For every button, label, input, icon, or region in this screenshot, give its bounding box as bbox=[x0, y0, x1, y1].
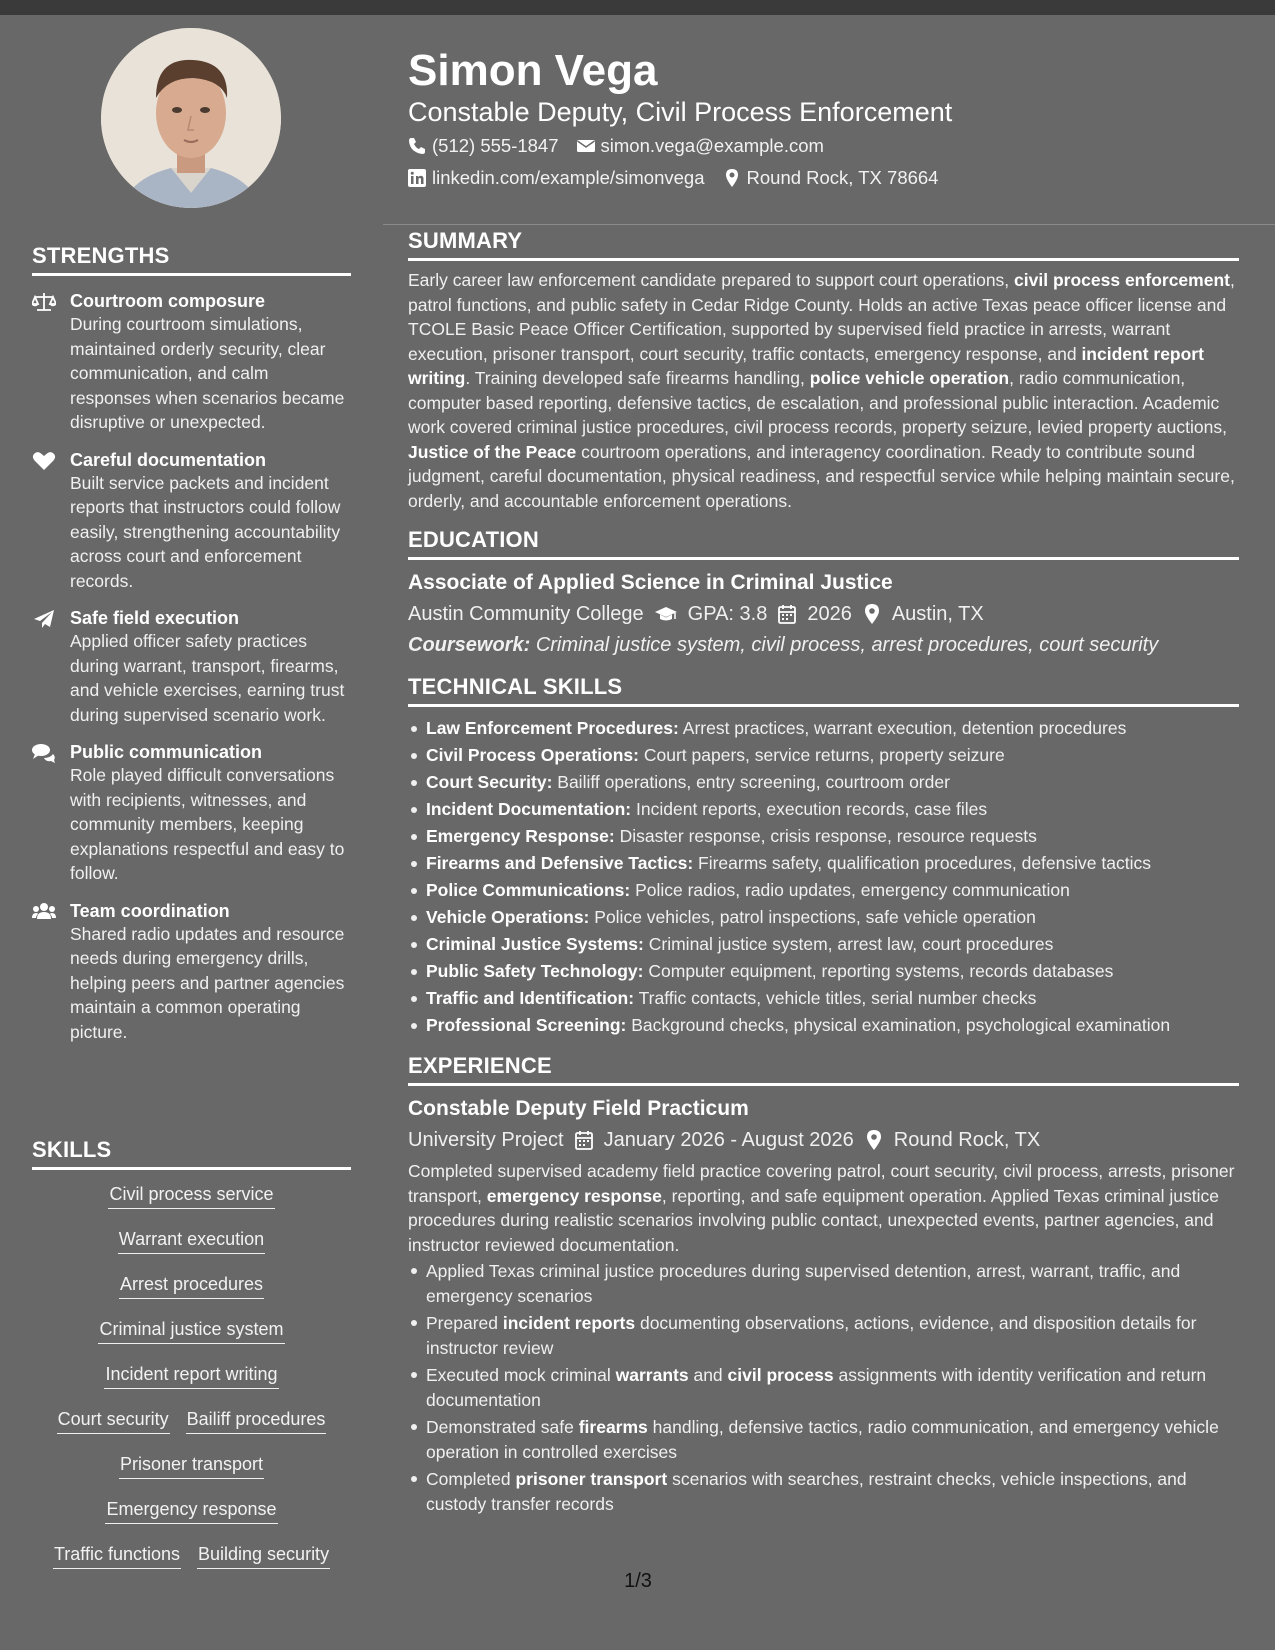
technical-skills-list bbox=[408, 715, 1239, 1039]
strength-title: Careful documentation bbox=[70, 449, 267, 470]
strength-description: Built service packets and incident reports that instructors could follow easily, strengthening accountability across court and enforcement records. bbox=[70, 472, 341, 591]
top-bar bbox=[0, 0, 1275, 15]
experience-dates: January 2026 - August 2026 bbox=[603, 1129, 854, 1151]
map-marker-icon bbox=[864, 1130, 884, 1150]
degree-title: Associate of Applied Science in Criminal Justice bbox=[408, 571, 893, 594]
list-item: Police Communications: Police radios, radio updates, emergency communication bbox=[408, 877, 1239, 904]
skill-tag: Traffic functions bbox=[53, 1542, 181, 1569]
skill-tag: Civil process service bbox=[108, 1182, 274, 1209]
scale-icon bbox=[32, 290, 70, 435]
skill-tag: Warrant execution bbox=[118, 1227, 265, 1254]
skill-tag: Criminal justice system bbox=[98, 1317, 284, 1344]
gpa: GPA: 3.8 bbox=[687, 603, 768, 625]
strength-title: Team coordination bbox=[70, 900, 230, 921]
experience-section bbox=[408, 1053, 1239, 1516]
skill-tag: Arrest procedures bbox=[119, 1272, 264, 1299]
skills-section bbox=[32, 1137, 351, 1587]
main-content bbox=[408, 228, 1239, 1530]
list-item: Public Safety Technology: Computer equipment, reporting systems, records databases bbox=[408, 958, 1239, 985]
calendar-icon bbox=[574, 1130, 594, 1150]
school-location: Austin, TX bbox=[891, 603, 984, 625]
strength-description: Role played difficult conversations with recipients, witnesses, and community members, keeping explanations respectful and easy to follow. bbox=[70, 765, 345, 883]
summary-heading: SUMMARY bbox=[408, 228, 1239, 261]
envelope-icon bbox=[577, 137, 595, 155]
list-item: Executed mock criminal warrants and civil process assignments with identity verification and return documentation bbox=[408, 1363, 1239, 1412]
education-section bbox=[408, 527, 1239, 660]
organization: University Project bbox=[408, 1129, 564, 1151]
list-item: Law Enforcement Procedures: Arrest practices, warrant execution, detention procedures bbox=[408, 715, 1239, 742]
skill-tag: Incident report writing bbox=[104, 1362, 278, 1389]
list-item: Vehicle Operations: Police vehicles, patrol inspections, safe vehicle operation bbox=[408, 904, 1239, 931]
map-marker-icon bbox=[723, 169, 741, 187]
coursework: Coursework: Criminal justice system, civil process, arrest procedures, court security bbox=[408, 634, 1159, 656]
school-name: Austin Community College bbox=[408, 603, 644, 625]
candidate-name: Simon Vega bbox=[408, 46, 658, 95]
calendar-icon bbox=[777, 604, 797, 624]
strength-item bbox=[32, 607, 351, 727]
education-meta bbox=[408, 599, 1239, 629]
experience-title: Constable Deputy Field Practicum bbox=[408, 1097, 749, 1120]
skills-list bbox=[32, 1182, 351, 1587]
strength-item bbox=[32, 449, 351, 594]
list-item: Completed prisoner transport scenarios with searches, restraint checks, vehicle inspections, and custody transfer records bbox=[408, 1467, 1239, 1516]
experience-location: Round Rock, TX bbox=[893, 1129, 1041, 1151]
comments-icon bbox=[32, 741, 70, 886]
profile-photo bbox=[101, 28, 281, 208]
strength-item bbox=[32, 900, 351, 1045]
education-heading: EDUCATION bbox=[408, 527, 1239, 560]
strength-description: Shared radio updates and resource needs during emergency drills, helping peers and partner agencies maintain a common operating picture. bbox=[70, 923, 345, 1042]
list-item: Emergency Response: Disaster response, crisis response, resource requests bbox=[408, 823, 1239, 850]
summary-section bbox=[408, 228, 1239, 513]
skill-tag: Building security bbox=[197, 1542, 330, 1569]
job-title: Constable Deputy, Civil Process Enforcement bbox=[408, 97, 953, 127]
skill-tag: Court security bbox=[57, 1407, 170, 1434]
page-number: 1/3 bbox=[624, 1570, 652, 1592]
skill-tag: Bailiff procedures bbox=[186, 1407, 327, 1434]
users-icon bbox=[32, 900, 70, 1045]
strengths-section bbox=[32, 243, 351, 1044]
strength-description: During courtroom simulations, maintained orderly security, clear communication, and calm responses when scenarios became disruptive or unexpected. bbox=[70, 314, 345, 432]
list-item: Firearms and Defensive Tactics: Firearms safety, qualification procedures, defensive tactics bbox=[408, 850, 1239, 877]
email-link[interactable]: simon.vega@example.com bbox=[600, 135, 824, 156]
list-item: Applied Texas criminal justice procedures during supervised detention, arrest, warrant, traffic, and emergency scenarios bbox=[408, 1259, 1239, 1308]
strength-title: Safe field execution bbox=[70, 608, 240, 628]
list-item: Traffic and Identification: Traffic contacts, vehicle titles, serial number checks bbox=[408, 985, 1239, 1012]
summary-paragraph: Early career law enforcement candidate prepared to support court operations, civil process enforcement, patrol functions, and public safety in Cedar Ridge County. Holds an active Texas peace officer license and TCOLE Basic Peace Officer Certification, supported by supervised field practice in arrests, warrant execution, prisoner transport, court security, traffic contacts, emergency response, and incident report writing. Training developed safe firearms handling, police vehicle operation, radio communication, computer based reporting, defensive tactics, de escalation, and professional public interaction. Academic work covered criminal justice procedures, civil process records, property seizure, levied property auctions, Justice of the Peace courtroom operations, and interagency coordination. Ready to contribute sound judgment, careful documentation, physical readiness, and respectful service while helping maintain secure, orderly, and accountable enforcement operations. bbox=[408, 270, 1235, 511]
list-item: Professional Screening: Background checks, physical examination, psychological examination bbox=[408, 1012, 1239, 1039]
linkedin-icon bbox=[408, 169, 426, 187]
heart-icon bbox=[32, 449, 70, 594]
strength-description: Applied officer safety practices during warrant, transport, firearms, and vehicle exercises, earning trust during supervised scenario work. bbox=[70, 631, 345, 725]
strength-title: Courtroom composure bbox=[70, 291, 266, 311]
experience-description: Completed supervised academy field practice covering patrol, court security, civil process, arrests, prisoner transport, emergency response, reporting, and safe equipment operation. Applied Texas criminal justice procedures during realistic scenarios involving public contact, unexpected events, partner agencies, and instructor reviewed documentation. bbox=[408, 1161, 1235, 1255]
experience-meta bbox=[408, 1125, 1239, 1155]
phone-icon bbox=[408, 137, 426, 155]
list-item: Court Security: Bailiff operations, entry screening, courtroom order bbox=[408, 769, 1239, 796]
graduation-cap-icon bbox=[654, 604, 678, 624]
map-marker-icon bbox=[862, 604, 882, 624]
list-item: Demonstrated safe firearms handling, defensive tactics, radio communication, and emergency vehicle operation in controlled exercises bbox=[408, 1415, 1239, 1464]
strengths-heading: STRENGTHS bbox=[32, 243, 351, 276]
paper-plane-icon bbox=[32, 607, 70, 727]
location-text: Round Rock, TX 78664 bbox=[746, 167, 939, 188]
skill-tag: Emergency response bbox=[105, 1497, 277, 1524]
sidebar bbox=[0, 15, 383, 1650]
technical-skills-heading: TECHNICAL SKILLS bbox=[408, 674, 1239, 707]
skills-heading: SKILLS bbox=[32, 1137, 351, 1170]
linkedin-link[interactable]: linkedin.com/example/simonvega bbox=[432, 167, 705, 188]
experience-bullets bbox=[408, 1259, 1239, 1516]
strength-item bbox=[32, 741, 351, 886]
list-item: Criminal Justice Systems: Criminal justice system, arrest law, court procedures bbox=[408, 931, 1239, 958]
list-item: Incident Documentation: Incident reports, execution records, case files bbox=[408, 796, 1239, 823]
experience-heading: EXPERIENCE bbox=[408, 1053, 1239, 1086]
contact-row bbox=[408, 135, 824, 157]
skill-tag: Prisoner transport bbox=[119, 1452, 264, 1479]
technical-skills-section bbox=[408, 674, 1239, 1039]
strength-title: Public communication bbox=[70, 742, 263, 762]
strength-item bbox=[32, 290, 351, 435]
graduation-year: 2026 bbox=[807, 603, 852, 625]
phone-number[interactable]: (512) 555-1847 bbox=[432, 135, 559, 156]
contact-row bbox=[408, 167, 938, 189]
list-item: Prepared incident reports documenting observations, actions, evidence, and disposition details for instructor review bbox=[408, 1311, 1239, 1360]
list-item: Civil Process Operations: Court papers, service returns, property seizure bbox=[408, 742, 1239, 769]
resume-header bbox=[383, 15, 1275, 225]
